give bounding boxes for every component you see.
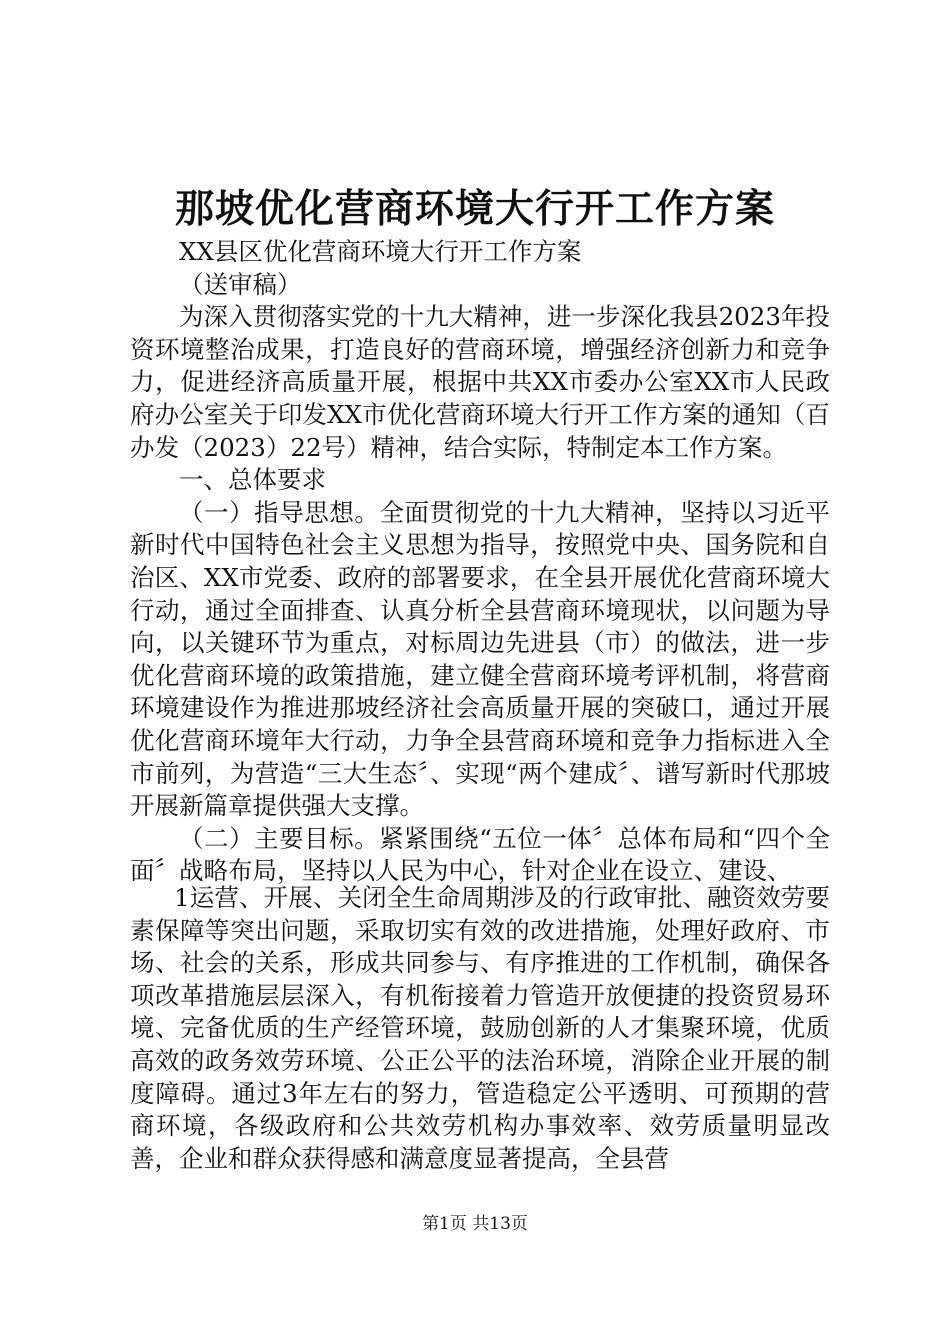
document-body-bottom [130,882,830,1175]
continuation-paragraph: 1运营、开展、关闭全生命周期涉及的行政审批、融资效劳要素保障等突出问题，采取切实有效的改进措施，处理好政府、市场、社会的关系，形成共同参与、有序推进的工作机制，确保各项改革措施层层深入，有机衔接着力管造开放便捷的投资贸易环境、完备优质的生产经管环境，鼓励创新的人才集聚环境，优质高效的政务效劳环境、公正公平的法治环境，消除企业开展的制度障碍。通过3年左右的努力，管造稳定公平透明、可预期的营商环境，各级政府和公共效劳机构办事效率、效劳质量明显改善，企业和群众获得感和满意度显著提高，全县营 [130,883,830,1173]
document-title: 那坡优化营商环境大行开工作方案 [174,186,775,232]
document-body-top [130,236,830,888]
page-number: 第1页 共13页 [422,1214,528,1234]
draft-note: （送审稿） [179,269,302,299]
intro-paragraph: 为深入贯彻落实党的十九大精神，进一步深化我县2023年投资环境整治成果，打造良好的营商环境，增强经济创新力和竞争力，促进经济高质量开展，根据中共XX市委办公室XX市人民政府办公室关于印发XX市优化营商环境大行开工作方案的通知（百办发（2023）22号）精神，结合实际，特制定本工作方案。 [130,302,830,462]
subtitle: XX县区优化营商环境大行开工作方案 [179,237,582,266]
guiding-thought-paragraph: （一）指导思想。全面贯彻党的十九大精神，坚持以习近平新时代中国特色社会主义思想为指导，按照党中央、国务院和自治区、XX市党委、政府的部署要求，在全县开展优化营商环境大行动，通过全面排查、认真分析全县营商环境现状，以问题为导向，以关键环节为重点，对标周边先进县（市）的做法，进一步优化营商环境的政策措施，建立健全营商环境考评机制，将营商环境建设作为推进那坡经济社会高质量开展的突破口，通过开展优化营商环境年大行动，力争全县营商环境和竞争力指标进入全市前列，为营造“三大生态〞、实现“两个建成〞、谱写新时代那坡开展新篇章提供强大支撑。 [130,497,830,821]
section-heading: 一、总体要求 [179,465,326,495]
main-goal-paragraph: （二）主要目标。紧紧围绕“五位一体〞总体布局和“四个全面〞战略布局，坚持以人民为中心，针对企业在设立、建设、 [130,823,830,886]
